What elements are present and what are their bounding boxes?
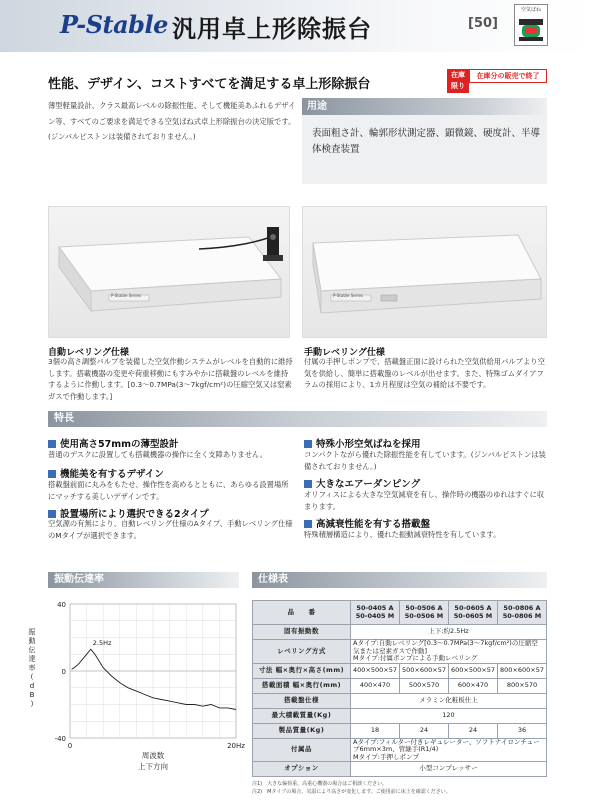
auto-leveling-table-image [49,207,291,339]
x-axis-sublabel: 上下方向 [138,762,168,771]
spec-cell: 50-0806 A 50-0806 M [498,601,547,625]
spec-cell: 24 [400,723,449,738]
feature-title-4: 特殊小形空気ばねを採用 [304,436,421,450]
square-bullet-icon [304,520,312,528]
product-text-auto: 3個の高さ調整バルブを装備した空気作動システムがレベルを自動的に維持します。搭載機器の変更や荷重移動にもすみやかに搭載盤のレベルを維持するように作動します。[0.3〜0.7MPa(3〜7kgf/cm²)の圧縮空気又は窒素ガスで作動します。] [48,357,293,401]
feature-title-3: 設置場所により選択できる2タイプ [48,506,209,520]
spec-label: 製品質量(Kg) [253,723,351,738]
spec-label: 付属品 [253,738,351,762]
y-axis-label-char: 振 [28,628,36,636]
manual-leveling-table-image [303,207,548,339]
page-number: [50] [468,16,498,31]
y-tick-label: 40 [57,601,66,609]
square-bullet-icon [304,440,312,448]
y-axis-label-char: ( [30,673,34,681]
feature-text-6: 特殊積層構造により、優れた振動減衰特性を有しています。 [304,530,501,539]
spec-row [253,678,547,693]
spec-cell: 50-0605 A 50-0605 M [449,601,498,625]
spec-cell: 500×570 [400,678,449,693]
air-spring-label: 空気ばね [520,7,541,13]
feature-text-5: オリフィスによる大きな空気減衰を有し、操作時の機器のゆれはすぐに収まります。 [304,490,545,511]
brand-logo: P-Stable [60,10,168,39]
spec-cell: 800×600×57 [498,663,547,678]
spec-cell: 600×470 [449,678,498,693]
y-axis-label-char: 動 [28,637,36,645]
spec-row [253,708,547,723]
spec-notes [252,780,547,796]
feature-text-3: 空気源の有無により、自動レベリング仕様のAタイプ、手動レベリング仕様のMタイプが選択できます。 [48,519,293,540]
spec-title: 仕様表 [252,572,547,588]
spec-row [253,762,547,777]
spec-label: 品 番 [253,601,351,625]
spec-cell: 50-0506 A 50-0506 M [400,601,449,625]
spec-cell: 120 [351,708,547,723]
x-tick-label: 0 [67,742,73,750]
spec-row [253,601,547,625]
page-title: 汎用卓上形除振台 [172,15,372,43]
y-axis-label-char: 達 [28,655,36,663]
feature-text-2: 搭載盤前面に丸みをもたせ、操作性を高めるとともに、あらゆる設置場所にマッチする美しいデザインです。 [48,480,289,501]
spec-row [253,693,547,708]
spec-cell: Aタイプ:フィルター付きレギュレーター、ソフトナイロンチューブ6mm×3m、管継手(R1/4) Mタイプ:手押しポンプ [351,738,547,762]
air-spring-icon [518,17,544,43]
spec-label: 搭載面積 幅×奥行(mm) [253,678,351,693]
y-axis-label-char: 率 [28,664,36,672]
spec-cell: 18 [351,723,400,738]
product-photo-auto [48,206,290,338]
vibration-title: 振動伝達率 [48,572,239,588]
photo-a-label: P-Stable Series [111,293,142,298]
product-text-manual: 付属の手押しポンプで、搭載盤正面に設けられた空気供給用バルブより空気を供給し、簡単に搭載盤のレベルが出せます。また、特殊ゴムダイアフラムの採用により、1カ月程度は空気の補給は不要です。 [304,357,545,389]
y-axis-label-char: B [29,691,35,699]
feature-title-5: 大きなエアーダンピング [304,476,420,490]
spec-row [253,640,547,664]
intro-text: 薄型軽量設計、クラス最高レベルの除振性能、そして機能美あふれるデザイン等、すべてのご要求を満足できる空気ばね式卓上形除振台の決定版です。(ジンバルピストンは装備されておりません。) [48,101,296,141]
product-title-manual: 手動レベリング仕様 [304,348,385,358]
spec-row [253,625,547,640]
feature-title-2: 機能美を有するデザイン [48,466,164,480]
use-box [302,98,547,184]
square-bullet-icon [304,480,312,488]
x-tick-label: 20Hz [227,742,245,750]
headline: 性能、デザイン、コストすべてを満足する卓上形除振台 [48,77,371,92]
product-photo-manual [302,206,547,338]
spec-cell: 400×470 [351,678,400,693]
spec-label: レベリング方式 [253,640,351,664]
peak-annotation: 2.5Hz [92,639,112,648]
square-bullet-icon [48,470,56,478]
use-title: 用途 [302,98,547,115]
photo-m-label: P-Stable Series [333,293,364,298]
square-bullet-icon [48,510,56,518]
vibration-chart [14,596,250,776]
y-tick-label: -40 [54,735,66,743]
air-spring-badge [514,4,548,46]
feature-title-1: 使用高さ57mmの薄型設計 [48,436,179,450]
spec-label: 搭載盤仕様 [253,693,351,708]
spec-label: 固有振動数 [253,625,351,640]
badge-line1: 在庫 [451,71,465,79]
limited-stock-badge [447,69,469,93]
spec-cell: 600×500×57 [449,663,498,678]
features-title: 特長 [48,411,547,427]
spec-cell: 500×600×57 [400,663,449,678]
spec-label: 最大積載質量(Kg) [253,708,351,723]
spec-cell: 上下:約2.5Hz [351,625,547,640]
feature-title-6: 高減衰性能を有する搭載盤 [304,516,430,530]
spec-cell: 小型コンプレッサー [351,762,547,777]
note-1: 注1) 大きな偏荷重、高重心機器の場合はご相談ください。 [252,781,388,787]
y-tick-label: 0 [61,668,66,676]
spec-cell: メラミン化粧板仕上 [351,693,547,708]
spec-cell: 800×570 [498,678,547,693]
spec-cell: 400×500×57 [351,663,400,678]
spec-cell: 36 [498,723,547,738]
y-axis-label-char: 伝 [28,646,36,654]
spec-row [253,663,547,678]
limited-stock-note: 在庫分の販売で終了 [469,69,547,83]
note-2: 注2) Mタイプの場合、気温により高さが変化します。ご使用前に床上を確認ください。 [252,789,451,795]
y-axis-label-char: ) [30,700,34,708]
feature-text-4: コンパクトながら優れた除振性能を有しています。(ジンバルピストンは装備されておりません。) [304,450,546,471]
spec-row [253,723,547,738]
y-axis-label-char: d [29,682,35,690]
spec-cell: 24 [449,723,498,738]
x-axis-label: 周波数 [141,751,165,760]
spec-table [252,600,547,777]
spec-cell: Aタイプ:自動レベリング[0.3〜0.7MPa(3〜7kgf/cm²)の圧縮空気または窒素ガスで作動] Mタイプ:付属ポンプによる手動レベリング [351,640,547,664]
badge-line2: 限り [451,82,465,90]
spec-label: オプション [253,762,351,777]
spec-row [253,738,547,762]
spec-label: 寸法 幅×奥行×高さ(mm) [253,663,351,678]
feature-text-1: 普通のデスクに設置しても搭載機器の操作に全く支障ありません。 [48,450,268,459]
square-bullet-icon [48,440,56,448]
spec-cell: 50-0405 A 50-0405 M [351,601,400,625]
product-title-auto: 自動レベリング仕様 [48,348,129,358]
use-text: 表面粗さ計、輪郭形状測定器、顕微鏡、硬度計、半導体検査装置 [312,128,541,155]
